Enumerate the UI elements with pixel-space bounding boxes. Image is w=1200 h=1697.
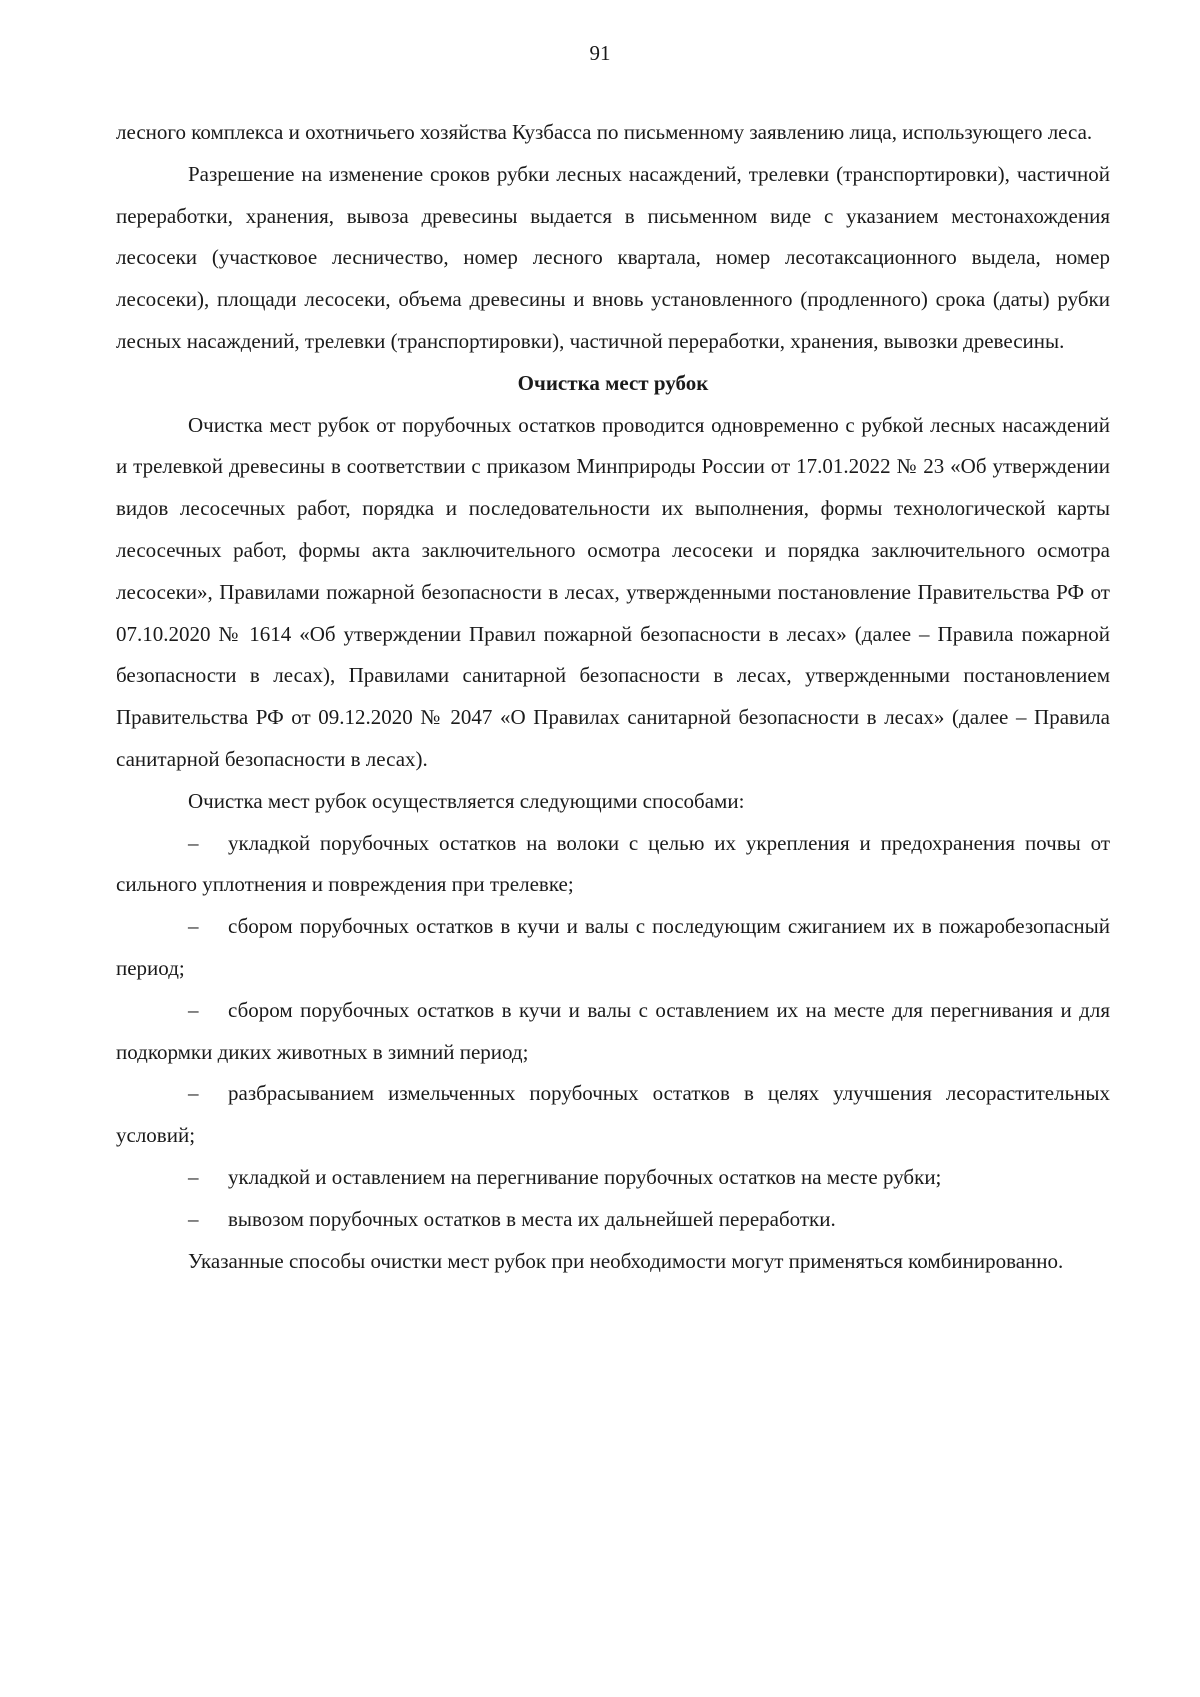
- list-item-text: разбрасыванием измельченных порубочных остатков в целях улучшения лесорастительных условий;: [116, 1081, 1110, 1148]
- list-dash: –: [188, 1164, 199, 1189]
- list-item: [116, 1157, 1110, 1199]
- list-item: [116, 990, 1110, 1074]
- paragraph-permission: Разрешение на изменение сроков рубки лесных насаждений, трелевки (транспортировки), частичной переработки, хранения, вывоза древесины выдается в письменном виде с указанием местонахождения лесосеки (участковое лесничество, номер лесного квартала, номер лесотаксационного выдела, номер лесосеки), площади лесосеки, объема древесины и вновь установленного (продленного) срока (даты) рубки лесных насаждений, трелевки (транспортировки), частичной переработки, хранения, вывозки древесины.: [116, 161, 1110, 353]
- list-dash: –: [188, 1206, 199, 1231]
- list-item-text: вывозом порубочных остатков в места их дальнейшей переработки.: [228, 1206, 836, 1231]
- paragraph-final: Указанные способы очистки мест рубок при необходимости могут применяться комбинированно.: [188, 1248, 1064, 1273]
- list-item: [116, 823, 1110, 907]
- list-item: [116, 1199, 1110, 1241]
- list-item-text: укладкой и оставлением на перегнивание порубочных остатков на месте рубки;: [228, 1164, 942, 1189]
- list-item: [116, 906, 1110, 990]
- paragraph-continuation: лесного комплекса и охотничьего хозяйства Кузбасса по письменному заявлению лица, использующего леса.: [116, 120, 1093, 144]
- list-dash: –: [188, 914, 199, 939]
- paragraph-cleaning-intro: Очистка мест рубок от порубочных остатков проводится одновременно с рубкой лесных насаждений и трелевкой древесины в соответствии с приказом Минприроды России от 17.01.2022 № 23 «Об утверждении видов лесосечных работ, порядка и последовательности их выполнения, формы технологической карты лесосечных работ, формы акта заключительного осмотра лесосеки и порядка заключительного осмотра лесосеки», Правилами пожарной безопасности в лесах, утвержденными постановление Правительства РФ от 07.10.2020 № 1614 «Об утверждении Правил пожарной безопасности в лесах» (далее – Правила пожарной безопасности в лесах), Правилами санитарной безопасности в лесах, утвержденными постановлением Правительства РФ от 09.12.2020 № 2047 «О Правилах санитарной безопасности в лесах» (далее – Правила санитарной безопасности в лесах).: [116, 412, 1110, 771]
- list-dash: –: [188, 830, 199, 855]
- section-heading: Очистка мест рубок: [517, 370, 709, 395]
- list-item-text: укладкой порубочных остатков на волоки с целью их укрепления и предохранения почвы от сильного уплотнения и повреждения при трелевке;: [116, 830, 1110, 897]
- list-item: [116, 1073, 1110, 1157]
- page-number: 91: [589, 41, 611, 65]
- paragraph-methods-intro: Очистка мест рубок осуществляется следующими способами:: [188, 788, 745, 813]
- list-dash: –: [188, 1081, 199, 1106]
- list-item-text: сбором порубочных остатков в кучи и валы с последующим сжиганием их в пожаробезопасный период;: [116, 914, 1110, 980]
- page-content: [116, 112, 1110, 1282]
- list-dash: –: [188, 997, 199, 1022]
- list-item-text: сбором порубочных остатков в кучи и валы с оставлением их на месте для перегнивания и для подкормки диких животных в зимний период;: [116, 997, 1110, 1064]
